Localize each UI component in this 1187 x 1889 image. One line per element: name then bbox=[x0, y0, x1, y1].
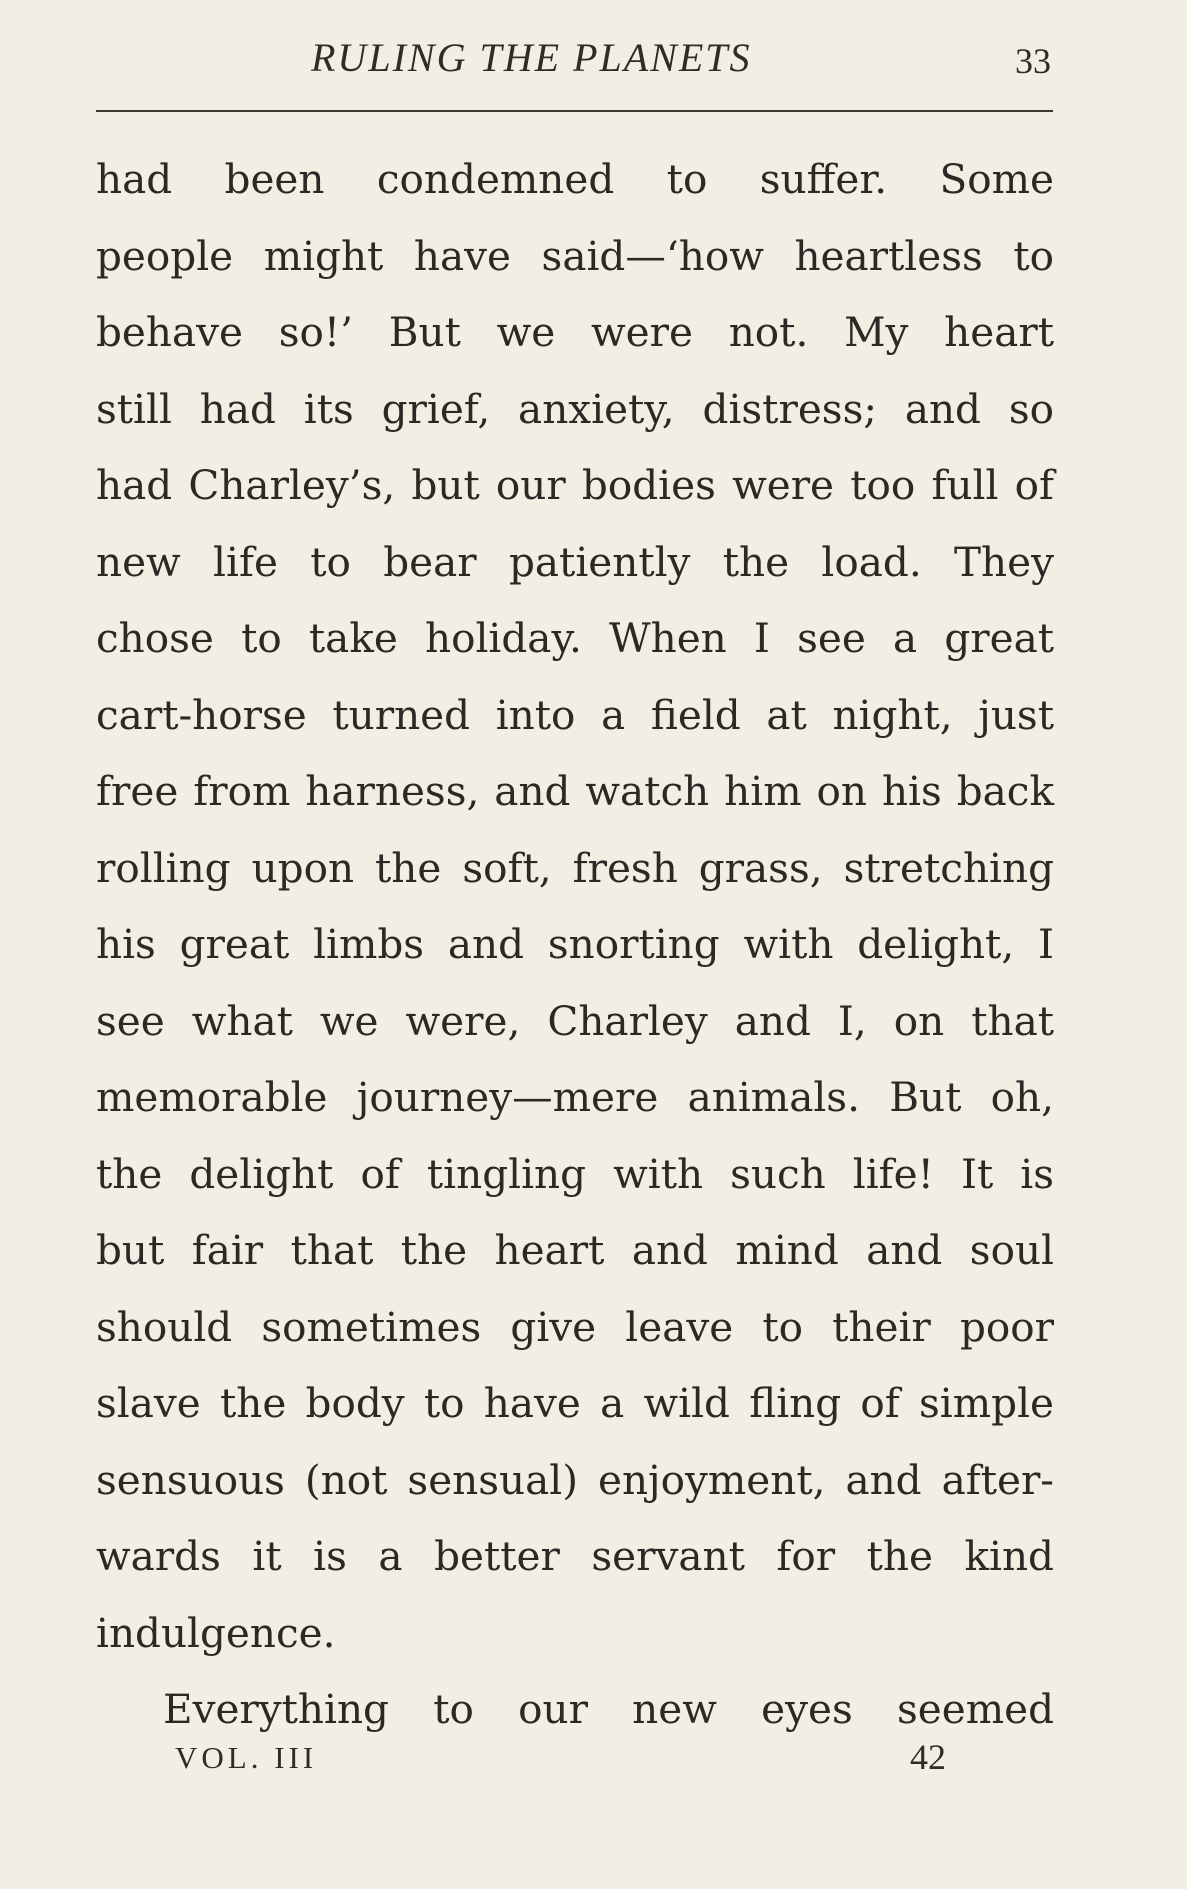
text-line: memorable journey—mere animals. But oh, bbox=[96, 1073, 1054, 1121]
text-line: cart-horse turned into a field at night, just bbox=[96, 690, 1054, 739]
text-line: behave so!’ But we were not. My heart bbox=[96, 308, 1054, 356]
text-line: chose to take holiday. When I see a great bbox=[96, 614, 1054, 662]
text-line: indulgence. bbox=[96, 1608, 336, 1657]
signature-mark: 42 bbox=[910, 1737, 946, 1777]
text-line: the delight of tingling with such life! It is bbox=[96, 1149, 1054, 1198]
text-line: had been condemned to suffer. Some bbox=[96, 155, 1054, 203]
text-line: had Charley’s, but our bodies were too full of bbox=[96, 461, 1054, 509]
running-title: RULING THE PLANETS bbox=[311, 35, 752, 80]
text-line: people might have said—‘how heartless to bbox=[96, 231, 1054, 280]
text-line: slave the body to have a wild fling of simple bbox=[96, 1379, 1054, 1427]
header-rule bbox=[96, 110, 1053, 112]
text-line: free from harness, and watch him on his back bbox=[96, 767, 1054, 815]
body-text bbox=[96, 144, 1054, 1751]
text-line: still had its grief, anxiety, distress; and so bbox=[96, 384, 1054, 433]
text-line: see what we were, Charley and I, on that bbox=[96, 996, 1054, 1045]
text-line: sensuous (not sensual) enjoyment, and after- bbox=[96, 1455, 1054, 1504]
text-line: but fair that the heart and mind and soul bbox=[96, 1226, 1054, 1274]
text-line: wards it is a better servant for the kind bbox=[96, 1532, 1054, 1580]
volume-label: VOL. III bbox=[175, 1740, 318, 1775]
text-line: new life to bear patiently the load. They bbox=[96, 537, 1054, 586]
page-number: 33 bbox=[1015, 41, 1051, 81]
text-line: rolling upon the soft, fresh grass, stretching bbox=[96, 843, 1054, 892]
text-line: should sometimes give leave to their poor bbox=[96, 1302, 1054, 1351]
page-footer bbox=[175, 1737, 955, 1790]
text-line: Everything to our new eyes seemed bbox=[163, 1685, 1054, 1733]
text-line: his great limbs and snorting with delight, I bbox=[96, 920, 1054, 968]
running-head bbox=[96, 34, 1051, 82]
